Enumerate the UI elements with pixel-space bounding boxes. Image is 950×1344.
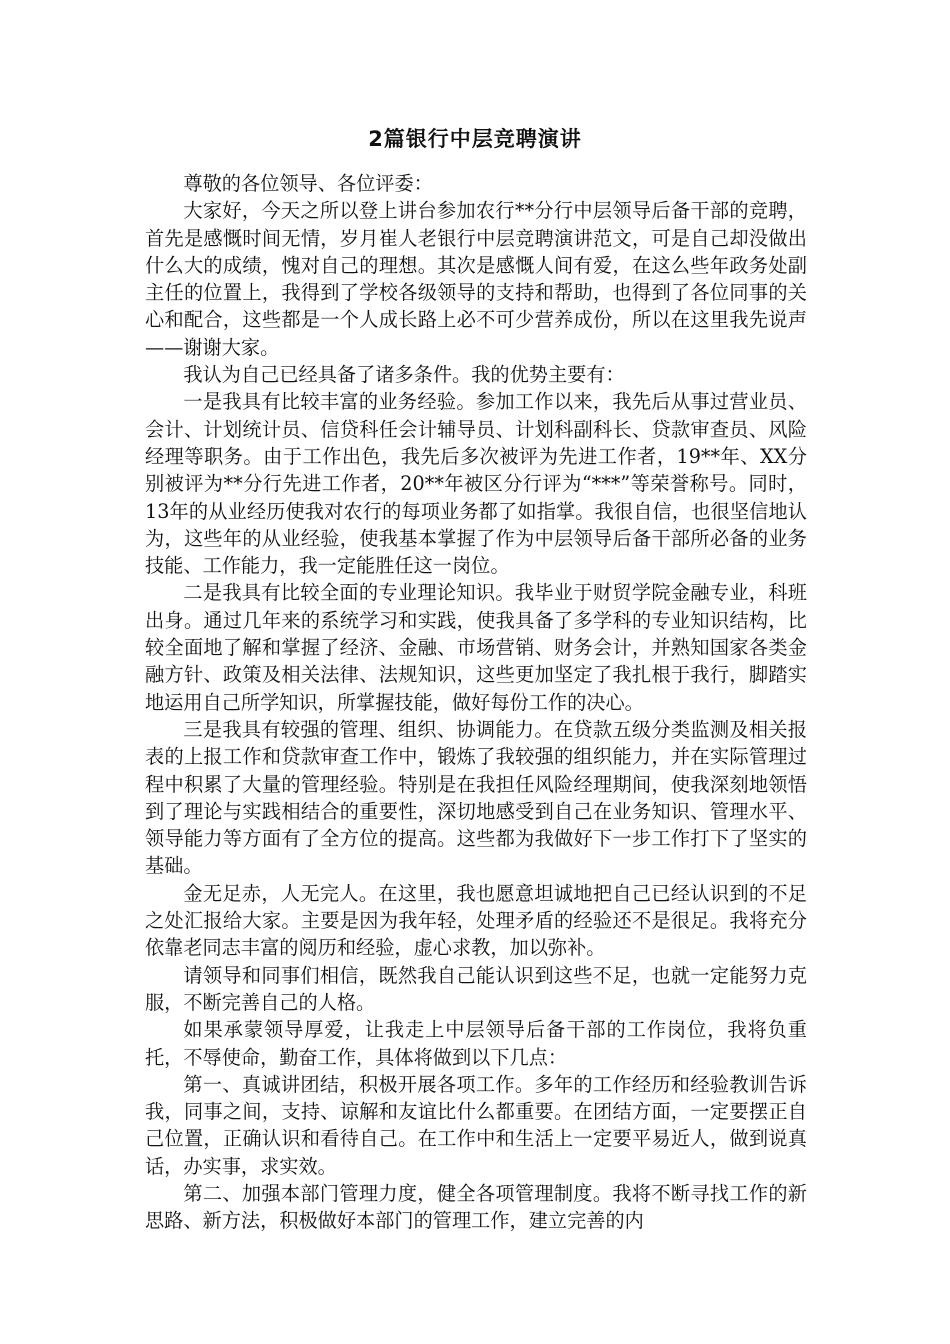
paragraph: 金无足赤，人无完人。在这里，我也愿意坦诚地把自己已经认识到的不足之处汇报给大家。主要是因为我年轻，处理矛盾的经验还不是很足。我将充分依靠老同志丰富的阅历和经验，虚心求教，加以弥补。 [145, 881, 807, 960]
paragraph: 三是我具有较强的管理、组织、协调能力。在贷款五级分类监测及相关报表的上报工作和贷款审查工作中，锻炼了我较强的组织能力，并在实际管理过程中积累了大量的管理经验。特别是在我担任风险经理期间，使我深刻地领悟到了理论与实践相结合的重要性，深切地感受到自己在业务知识、管理水平、领导能力等方面有了全方位的提高。这些都为我做好下一步工作打下了坚实的基础。 [145, 717, 807, 878]
paragraph: 第一、真诚讲团结，积极开展各项工作。多年的工作经历和经验教训告诉我，同事之间，支持、谅解和友谊比什么都重要。在团结方面，一定要摆正自己位置，正确认识和看待自己。在工作中和生活上一定要平易近人，做到说真话，办实事，求实效。 [145, 1072, 807, 1178]
paragraph: 如果承蒙领导厚爱，让我走上中层领导后备干部的工作岗位，我将负重托，不辱使命，勤奋工作，具体将做到以下几点： [145, 1018, 807, 1069]
paragraph: 一是我具有比较丰富的业务经验。参加工作以来，我先后从事过营业员、会计、计划统计员、信贷科任会计辅导员、计划科副科长、贷款审查员、风险经理等职务。由于工作出色，我先后多次被评为先进工作者，19**年、XX分别被评为**分行先进工作者，20**年被区分行评为“***”等荣誉称号。同时，13年的从业经历使我对农行的每项业务都了如指掌。我很自信，也很坚信地认为，这些年的从业经验，使我基本掌握了作为中层领导后备干部所必备的业务技能、工作能力，我一定能胜任这一岗位。 [145, 390, 807, 578]
paragraph: 我认为自己已经具备了诸多条件。我的优势主要有： [183, 363, 625, 387]
paragraph: 第二、加强本部门管理力度，健全各项管理制度。我将不断寻找工作的新思路、新方法，积极做好本部门的管理工作，建立完善的内 [145, 1181, 807, 1233]
paragraph: 大家好，今天之所以登上讲台参加农行**分行中层领导后备干部的竞聘，首先是感慨时间无情，岁月崔人老银行中层竞聘演讲范文，可是自己却没做出什么大的成绩，愧对自己的理想。其次是感慨人间有爱，在这么些年政务处副主任的位置上，我得到了学校各级领导的支持和帮助，也得到了各位同事的关心和配合，这些都是一个人成长路上必不可少营养成份，所以在这里我先说声——谢谢大家。 [145, 199, 807, 359]
paragraph: 二是我具有比较全面的专业理论知识。我毕业于财贸学院金融专业，科班出身。通过几年来的系统学习和实践，使我具备了多学科的专业知识结构，比较全面地了解和掌握了经济、金融、市场营销、财务会计，并熟知国家各类金融方针、政策及相关法律、法规知识，这些更加坚定了我扎根于我行，脚踏实地运用自己所学知识，所掌握技能，做好每份工作的决心。 [145, 581, 807, 714]
paragraph: 请领导和同事们相信，既然我自己能认识到这些不足，也就一定能努力克服，不断完善自己的人格。 [145, 963, 807, 1014]
document-body [145, 170, 807, 1235]
document-title: 2篇银行中层竞聘演讲 [368, 127, 582, 151]
paragraph-salutation: 尊敬的各位领导、各位评委： [183, 172, 433, 195]
